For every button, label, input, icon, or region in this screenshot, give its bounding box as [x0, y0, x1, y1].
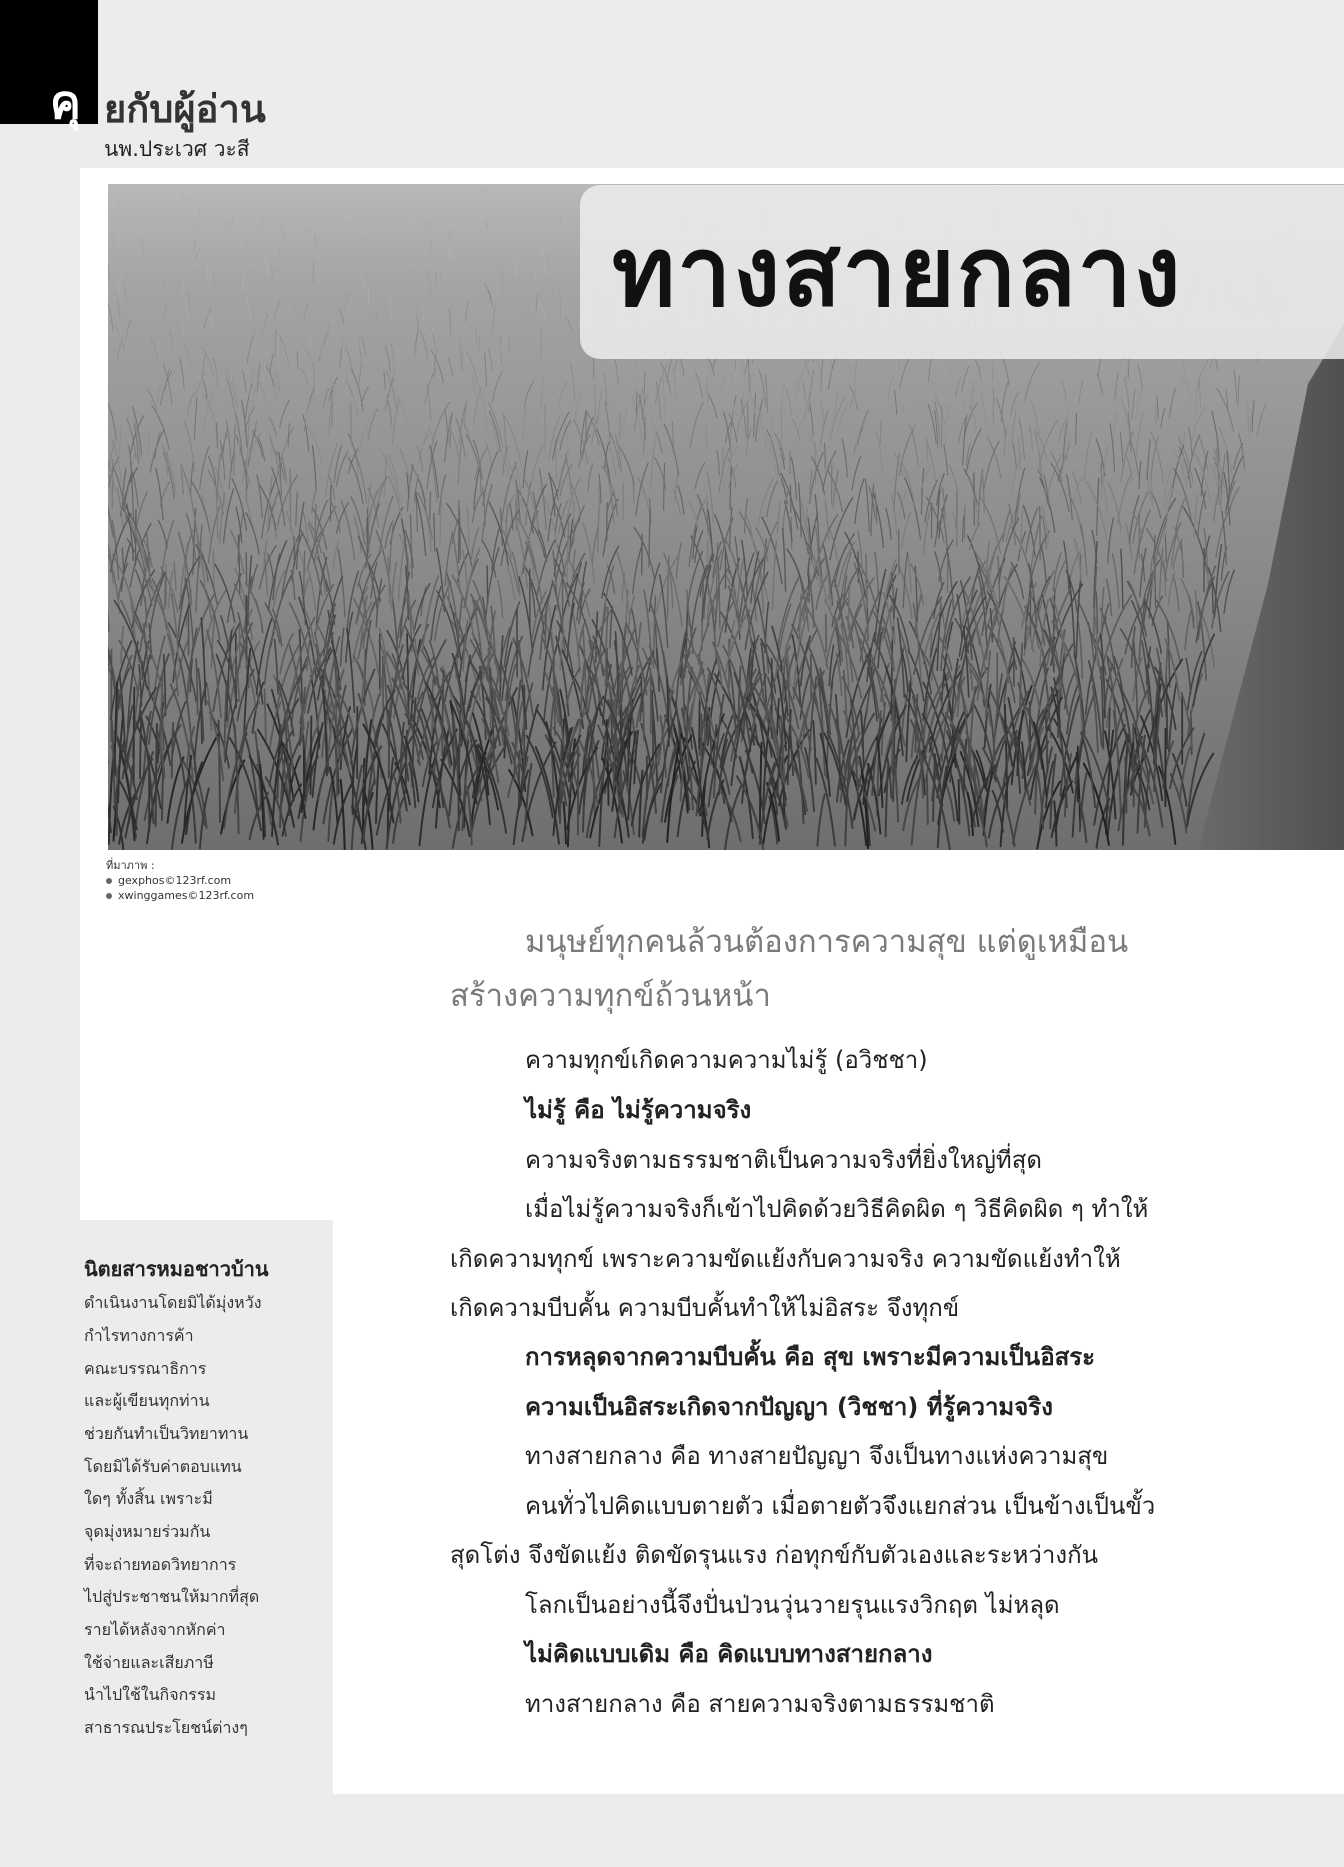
lead-paragraph-line: มนุษย์ทุกคนล้วนต้องการความสุข แต่ดูเหมือน: [525, 924, 1129, 960]
section-title-first-letter: คุ: [50, 75, 81, 129]
body-line: ทางสายกลาง คือ สายความจริงตามธรรมชาติ: [525, 1690, 995, 1718]
body-line: ทางสายกลาง คือ ทางสายปัญญา จึงเป็นทางแห่งความสุข: [525, 1442, 1109, 1470]
body-line-bold: ไม่รู้ คือ ไม่รู้ความจริง: [525, 1096, 752, 1124]
sidebar-line: สาธารณประโยชน์ต่างๆ: [84, 1718, 248, 1737]
body-line-bold: ความเป็นอิสระเกิดจากปัญญา (วิชชา) ที่รู้ความจริง: [525, 1393, 1053, 1421]
sidebar-line: ใช้จ่ายและเสียภาษี: [84, 1653, 214, 1672]
body-line-bold: การหลุดจากความบีบคั้น คือ สุข เพราะมีความเป็นอิสระ: [525, 1343, 1096, 1371]
sidebar-line: จุดมุ่งหมายร่วมกัน: [84, 1522, 211, 1541]
body-line: ความจริงตามธรรมชาติเป็นความจริงที่ยิ่งใหญ่ที่สุด: [525, 1146, 1042, 1174]
image-credit-source: gexphos©123rf.com: [106, 873, 254, 888]
sidebar-line: ที่จะถ่ายทอดวิทยาการ: [84, 1555, 237, 1574]
body-line: เมื่อไม่รู้ความจริงก็เข้าไปคิดด้วยวิธีคิดผิด ๆ วิธีคิดผิด ๆ ทำให้: [525, 1195, 1149, 1223]
sidebar-title: นิตยสารหมอชาวบ้าน: [84, 1257, 269, 1281]
image-credit-label: ที่มาภาพ :: [106, 859, 155, 872]
sidebar-line: รายได้หลังจากหักค่า: [84, 1620, 226, 1639]
article-title: ทางสายกลาง: [612, 216, 1183, 328]
sidebar-line: และผู้เขียนทุกท่าน: [84, 1391, 210, 1410]
body-line: เกิดความบีบคั้น ความบีบคั้นทำให้ไม่อิสระ จึงทุกข์: [450, 1294, 960, 1322]
image-credit-source: xwinggames©123rf.com: [106, 888, 254, 903]
body-line-bold: ไม่คิดแบบเดิม คือ คิดแบบทางสายกลาง: [525, 1640, 933, 1668]
body-line: ความทุกข์เกิดความความไม่รู้ (อวิชชา): [525, 1046, 928, 1074]
image-credit: [106, 858, 254, 903]
body-line: โลกเป็นอย่างนี้จึงปั่นป่วนวุ่นวายรุนแรงวิกฤต ไม่หลุด: [525, 1591, 1060, 1619]
bullet-icon: [106, 893, 112, 899]
sidebar-line: นำไปใช้ในกิจกรรม: [84, 1685, 217, 1704]
bullet-icon: [106, 878, 112, 884]
sidebar-line: ช่วยกันทำเป็นวิทยาทาน: [84, 1424, 249, 1443]
sidebar-line: คณะบรรณาธิการ: [84, 1359, 207, 1378]
body-line: เกิดความทุกข์ เพราะความขัดแย้งกับความจริง ความขัดแย้งทำให้: [450, 1245, 1121, 1273]
section-title: ยกับผู้อ่าน: [104, 87, 266, 131]
section-marker-block: [0, 0, 98, 124]
sidebar-line: กำไรทางการค้า: [84, 1326, 194, 1345]
lead-paragraph-line: สร้างความทุกข์ถ้วนหน้า: [450, 978, 771, 1014]
sidebar-line: โดยมิได้รับค่าตอบแทน: [84, 1457, 242, 1476]
author-name: นพ.ประเวศ วะสี: [104, 137, 250, 161]
body-line: คนทั่วไปคิดแบบตายตัว เมื่อตายตัวจึงแยกส่วน เป็นข้างเป็นขั้ว: [525, 1492, 1156, 1520]
body-line: สุดโต่ง จึงขัดแย้ง ติดขัดรุนแรง ก่อทุกข์กับตัวเองและระหว่างกัน: [450, 1541, 1099, 1569]
sidebar-line: ใดๆ ทั้งสิ้น เพราะมี: [84, 1489, 213, 1508]
sidebar-line: ไปสู่ประชาชนให้มากที่สุด: [84, 1587, 260, 1606]
sidebar-line: ดำเนินงานโดยมิได้มุ่งหวัง: [84, 1293, 262, 1312]
